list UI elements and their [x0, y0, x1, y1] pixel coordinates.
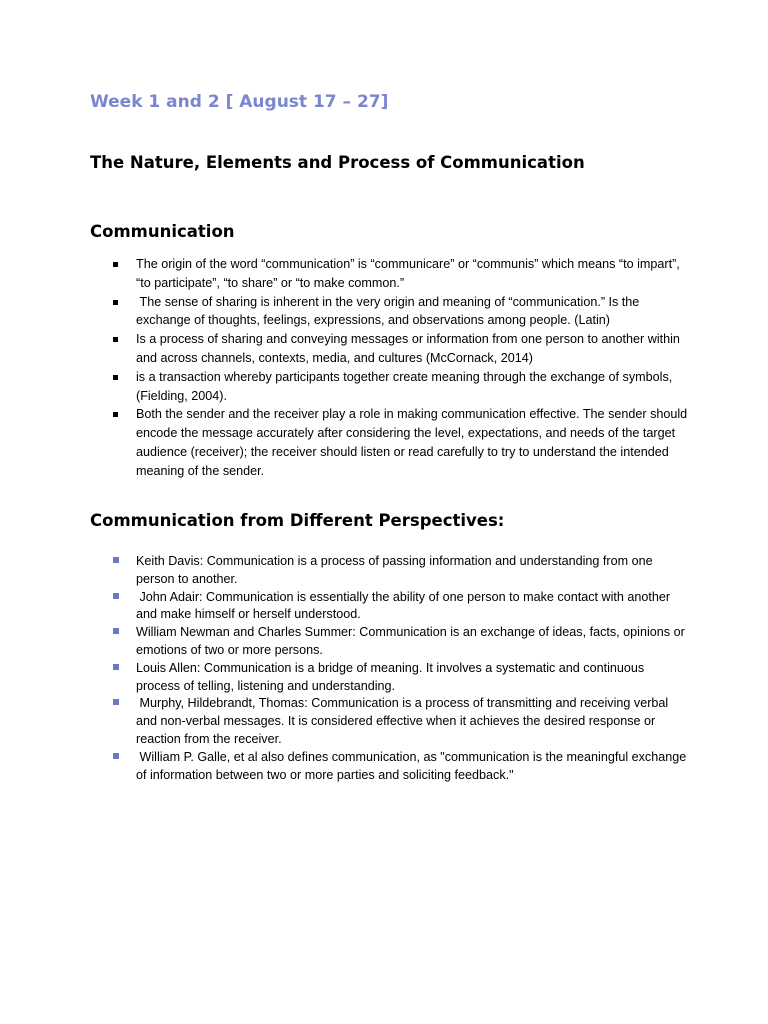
week-heading: Week 1 and 2 [ August 17 – 27] [90, 92, 389, 112]
list-item [110, 695, 690, 748]
list-item [110, 368, 690, 406]
communication-definitions-list [110, 255, 690, 481]
bullet-square-icon [113, 300, 118, 305]
bullet-square-icon [113, 628, 119, 634]
list-item-text: Is a process of sharing and conveying messages or information from one person to another within and across channels, contexts, media, and cultures (McCornack, 2014) [136, 332, 680, 365]
bullet-square-icon [113, 593, 119, 599]
list-item-text: is a transaction whereby participants together create meaning through the exchange of symbols, (Fielding, 2004). [136, 369, 673, 403]
document-title: The Nature, Elements and Process of Communication [90, 153, 585, 172]
bullet-square-icon [113, 699, 119, 705]
list-item-text: Louis Allen: Communication is a bridge of meaning. It involves a systematic and continuous process of telling, listening and understanding. [136, 660, 645, 693]
bullet-square-icon [113, 557, 119, 563]
list-item [110, 660, 690, 696]
list-item-text: The sense of sharing is inherent in the very origin and meaning of “communication.” Is the exchange of thoughts, feelings, expressions, and observations among people. (Latin) [136, 294, 643, 328]
list-item [110, 553, 690, 589]
list-item [110, 624, 690, 660]
list-item [110, 405, 690, 480]
bullet-square-icon [113, 753, 119, 759]
perspectives-list [110, 553, 690, 784]
section-heading-communication: Communication [90, 222, 235, 241]
list-item [110, 749, 690, 785]
list-item-text: William Newman and Charles Summer: Communication is an exchange of ideas, facts, opinions or emotions of two or more persons. [136, 625, 685, 657]
bullet-square-icon [113, 412, 118, 417]
section-heading-perspectives: Communication from Different Perspectives: [90, 511, 505, 530]
list-item-text: Both the sender and the receiver play a role in making communication effective. The sender should encode the message accurately after considering the level, expectations, and needs of the target audience (receiver); the receiver should listen or read carefully to try to understand the intended meaning of the sender. [136, 407, 688, 478]
list-item-text: Murphy, Hildebrandt, Thomas: Communication is a process of transmitting and receiving verbal and non-verbal messages. It is considered effective when it achieves the desired response or reaction from the receiver. [136, 696, 672, 746]
list-item-text: Keith Davis: Communication is a process of passing information and understanding from one person to another. [136, 554, 653, 586]
list-item [110, 293, 690, 331]
bullet-square-icon [113, 375, 118, 380]
list-item [110, 330, 690, 368]
bullet-square-icon [113, 262, 118, 267]
list-item [110, 255, 690, 293]
bullet-square-icon [113, 337, 118, 342]
list-item [110, 589, 690, 625]
list-item-text: William P. Galle, et al also defines communication, as "communication is the meaningful exchange of information between two or more parties and soliciting feedback." [136, 749, 690, 782]
list-item-text: The origin of the word “communication” is “communicare” or “communis” which means “to impart”, “to participate”, “to share” or “to make common.” [136, 257, 680, 290]
list-item-text: John Adair: Communication is essentially the ability of one person to make contact with another and make himself or herself understood. [136, 589, 674, 622]
bullet-square-icon [113, 664, 119, 670]
